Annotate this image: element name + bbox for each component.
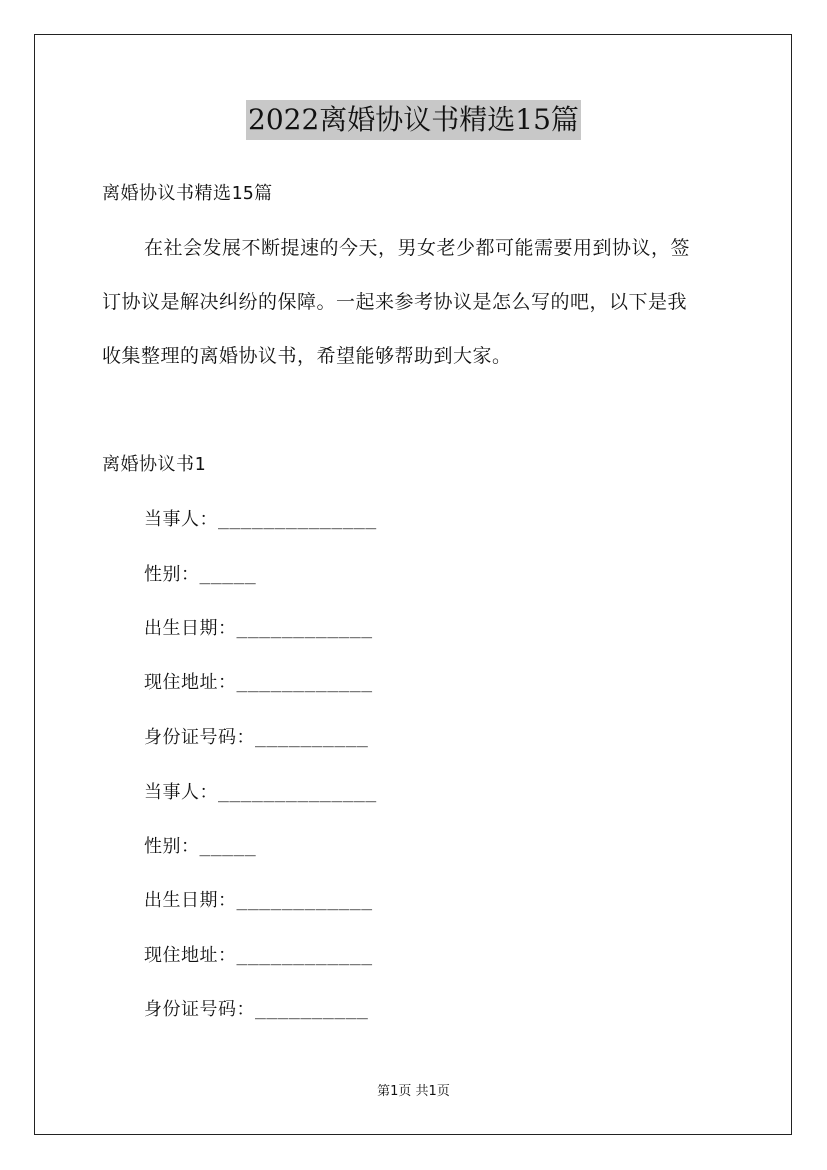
field-gender-2: 性别：_____ — [144, 836, 257, 857]
title-container — [0, 100, 827, 140]
field-birthdate-1: 出生日期：____________ — [144, 618, 373, 639]
field-address-1: 现住地址：____________ — [144, 672, 373, 693]
document-title: 2022离婚协议书精选15篇 — [246, 100, 581, 140]
field-birthdate-2: 出生日期：____________ — [144, 890, 373, 911]
page-footer: 第1页 共1页 — [377, 1084, 450, 1099]
field-party-2: 当事人：______________ — [144, 782, 377, 803]
section-heading: 离婚协议书1 — [102, 454, 206, 475]
field-id-number-1: 身份证号码：__________ — [144, 727, 369, 748]
field-id-number-2: 身份证号码：__________ — [144, 999, 369, 1020]
intro-line-3: 收集整理的离婚协议书，希望能够帮助到大家。 — [102, 345, 512, 367]
intro-line-2: 订协议是解决纠纷的保障。一起来参考协议是怎么写的吧，以下是我 — [102, 291, 688, 313]
field-party-1: 当事人：______________ — [144, 509, 377, 530]
field-gender-1: 性别：_____ — [144, 564, 257, 585]
intro-line-1: 在社会发展不断提速的今天，男女老少都可能需要用到协议，签 — [144, 237, 691, 259]
document-subtitle: 离婚协议书精选15篇 — [102, 183, 273, 204]
field-address-2: 现住地址：____________ — [144, 945, 373, 966]
